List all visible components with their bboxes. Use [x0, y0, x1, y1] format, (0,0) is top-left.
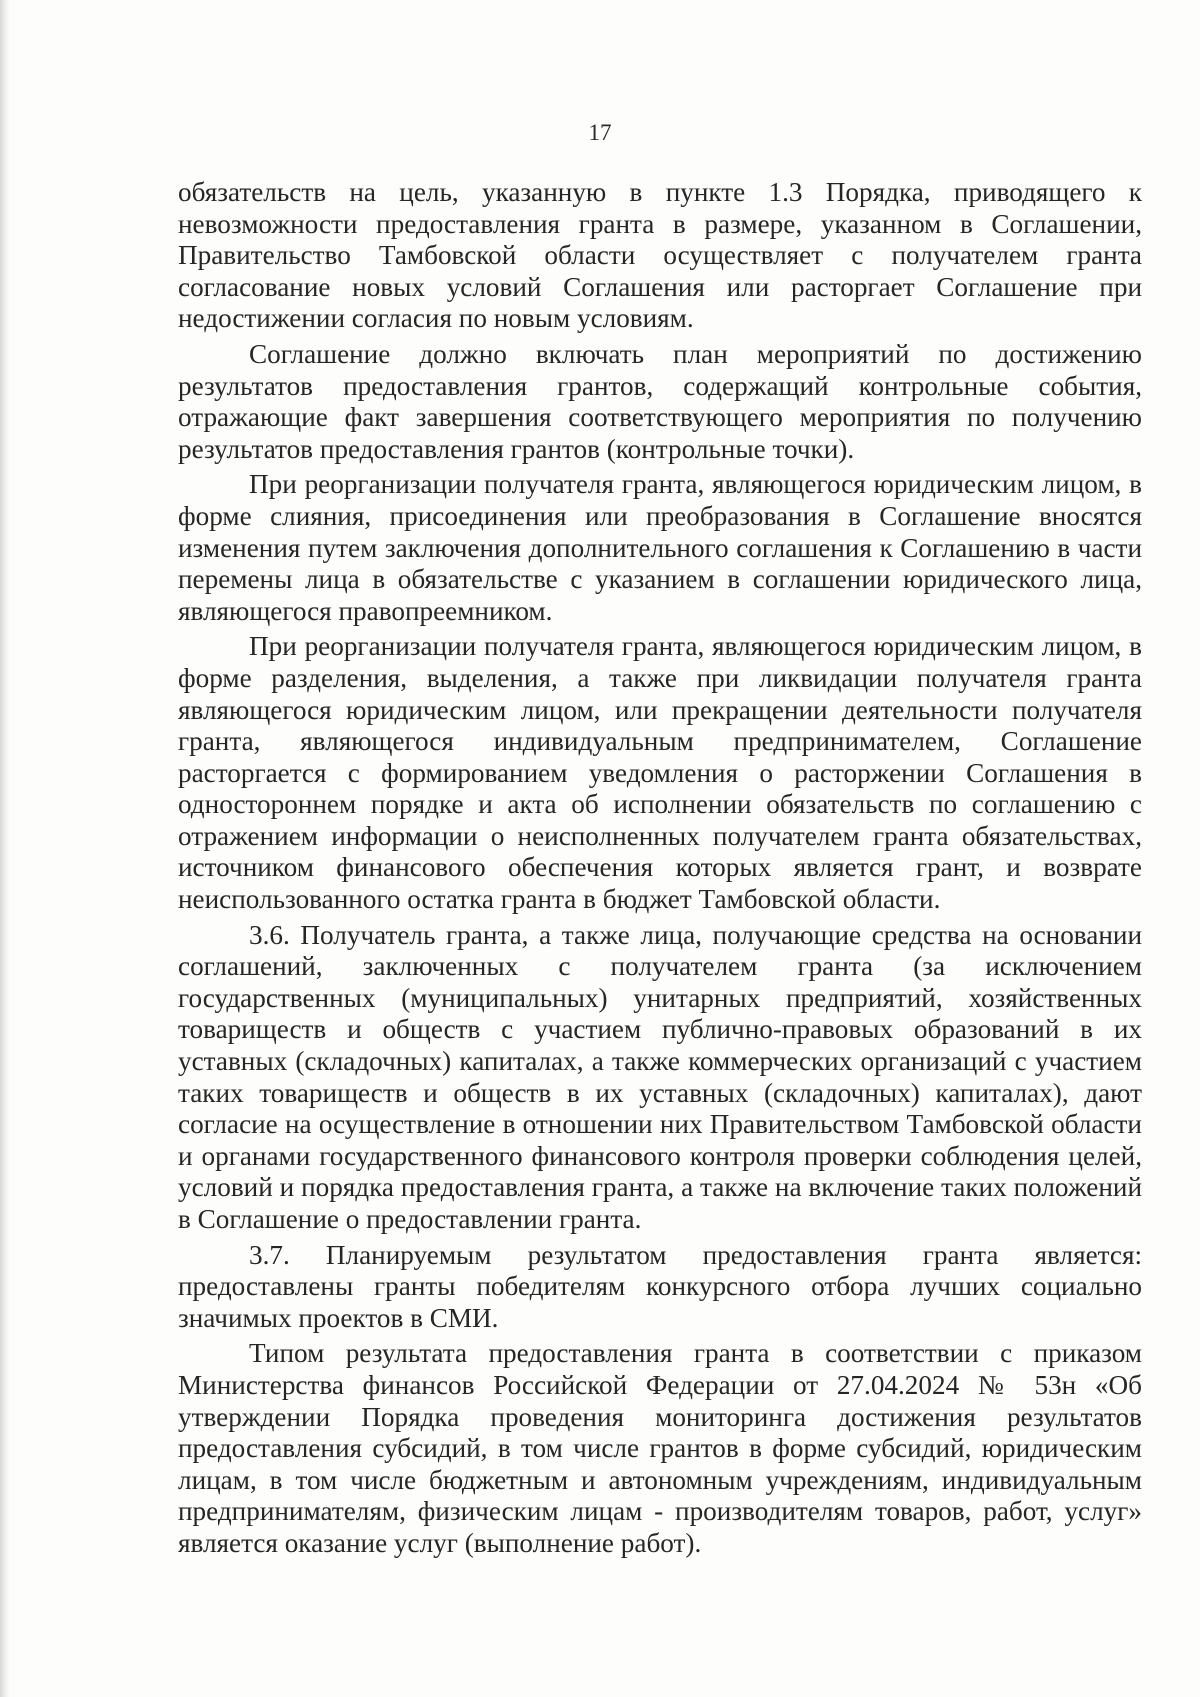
page-number: 17 — [588, 120, 612, 145]
paragraph-continuation: обязательств на цель, указанную в пункте 1.3 Порядка, приводящего к невозможности предоставления гранта в размере, указанном в Соглашении, Правительство Тамбовской области осуществляет с получателем гранта согласование новых условий Соглашения или расторгает Соглашение при недостижении согласия по новым условиям. — [178, 177, 1142, 334]
paragraph-reorganization-division: При реорганизации получателя гранта, являющегося юридическим лицом, в форме разделения, выделения, а также при ликвидации получателя гранта являющегося юридическим лицом, или прекращении деятельности получателя гранта, являющегося индивидуальным предпринимателем, Соглашение расторгается с формированием уведомления о расторжении Соглашения в одностороннем порядке и акта об исполнении обязательств по соглашению с отражением информации о неисполненных получателем гранта обязательствах, источником финансового обеспечения которых является грант, и возврате неиспользованного остатка гранта в бюджет Тамбовской области. — [178, 631, 1142, 915]
paragraph-clause-3-6: 3.6. Получатель гранта, а также лица, получающие средства на основании соглашений, заключенных с получателем гранта (за исключением государственных (муниципальных) унитарных предприятий, хозяйственных товариществ и обществ с участием публично-правовых образований в их уставных (складочных) капиталах, а также коммерческих организаций с участием таких товариществ и обществ в их уставных (складочных) капиталах), дают согласие на осуществление в отношении них Правительством Тамбовской области и органами государственного финансового контроля проверки соблюдения целей, условий и порядка предоставления гранта, а также на включение таких положений в Соглашение о предоставлении гранта. — [178, 919, 1142, 1234]
document-body — [178, 177, 1142, 1564]
paragraph-result-type: Типом результата предоставления гранта в соответствии с приказом Министерства финансов Российской Федерации от 27.04.2024 № 53н «Об утверждении Порядка проведения мониторинга достижения результатов предоставления субсидий, в том числе грантов в форме субсидий, юридическим лицам, в том числе бюджетным и автономным учреждениям, индивидуальным предпринимателям, физическим лицам - производителям товаров, работ, услуг» является оказание услуг (выполнение работ). — [178, 1338, 1142, 1558]
paragraph-reorganization-merger: При реорганизации получателя гранта, являющегося юридическим лицом, в форме слияния, присоединения или преобразования в Соглашение вносятся изменения путем заключения дополнительного соглашения к Соглашению в части перемены лица в обязательстве с указанием в соглашении юридического лица, являющегося правопреемником. — [178, 469, 1142, 626]
scan-edge-shadow — [0, 0, 10, 1697]
paragraph-agreement-plan: Соглашение должно включать план мероприятий по достижению результатов предоставления грантов, содержащий контрольные события, отражающие факт завершения соответствующего мероприятия по получению результатов предоставления грантов (контрольные точки). — [178, 338, 1142, 464]
paragraph-clause-3-7: 3.7. Планируемым результатом предоставления гранта является: предоставлены гранты победителям конкурсного отбора лучших социально значимых проектов в СМИ. — [178, 1239, 1142, 1333]
